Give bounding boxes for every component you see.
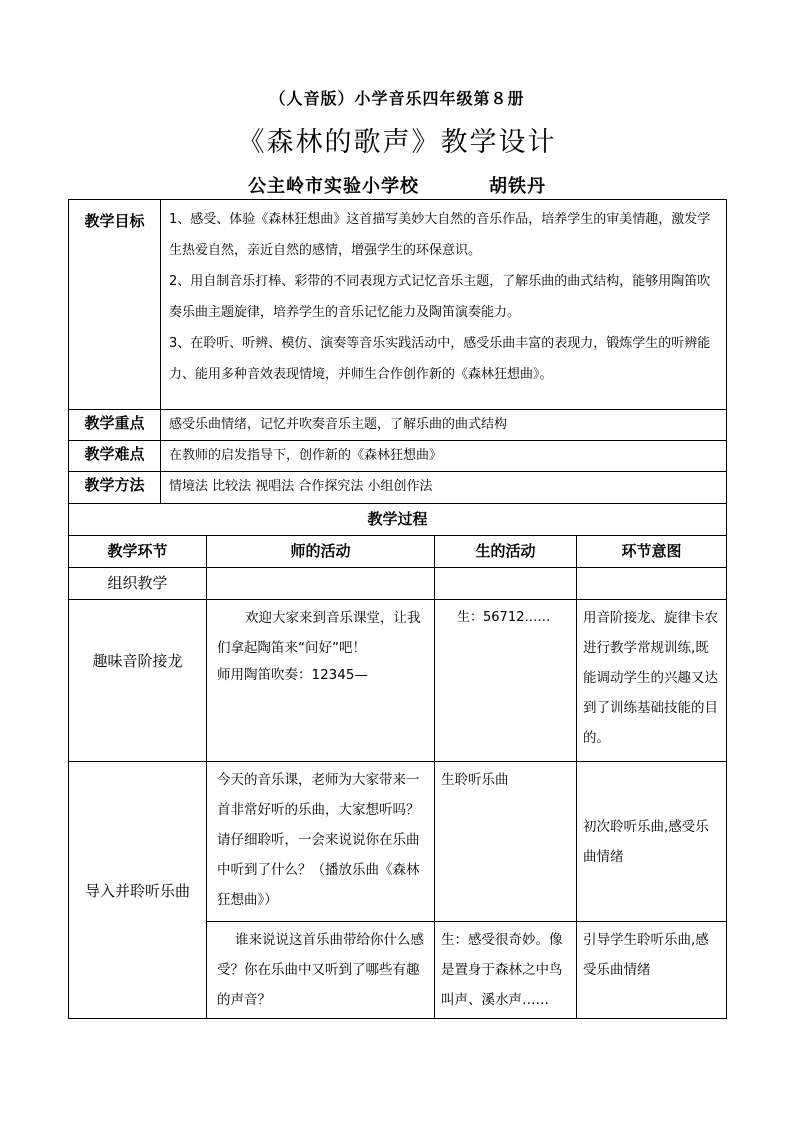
- school-name: 公主岭市实验小学校: [248, 176, 419, 197]
- process-title: 教学过程: [69, 504, 727, 536]
- key-points-label: 教学重点: [69, 410, 161, 441]
- difficulties-row: [69, 441, 727, 472]
- table-row: [69, 568, 727, 600]
- teacher-activity-text: 师用陶笛吹奏：12345—: [217, 667, 368, 683]
- table-row: [69, 600, 727, 762]
- student-activity-cell: 生：感受很奇妙。像是置身于森林之中鸟叫声、溪水声……: [435, 922, 577, 1019]
- methods-text: 情境法 比较法 视唱法 合作探究法 小组创作法: [161, 472, 727, 504]
- intent-cell: 初次聆听乐曲,感受乐曲情绪: [577, 762, 727, 922]
- teacher-name: 胡铁丹: [489, 176, 546, 197]
- teacher-activity-text: 欢迎大家来到音乐课堂，让我们拿起陶笛来“问好”吧！: [217, 610, 421, 656]
- difficulties-label: 教学难点: [69, 441, 161, 472]
- stage-cell: 导入并聆听乐曲: [69, 762, 207, 1019]
- process-header-row: [69, 536, 727, 568]
- intent-cell: 用音阶接龙、旋律卡农进行教学常规训练,既能调动学生的兴趣又达到了训练基础技能的目的。: [577, 600, 727, 762]
- lesson-plan-table: [68, 199, 727, 1019]
- document-title: 《森林的歌声》教学设计: [237, 127, 557, 158]
- teacher-activity-cell: [207, 600, 435, 762]
- stage-cell: 趣味音阶接龙: [69, 600, 207, 762]
- intent-cell: 引导学生聆听乐曲,感受乐曲情绪: [577, 922, 727, 1019]
- key-points-text: 感受乐曲情绪，记忆并吹奏音乐主题，了解乐曲的曲式结构: [161, 410, 727, 441]
- difficulties-text: 在教师的启发指导下，创作新的《森林狂想曲》: [161, 441, 727, 472]
- objective-item: 1、感受、体验《森林狂想曲》这首描写美妙大自然的音乐作品，培养学生的审美情趣，激发学生热爱自然，亲近自然的感情，增强学生的环保意识。: [169, 212, 711, 258]
- key-points-row: [69, 410, 727, 441]
- objective-item: 2、用自制音乐打棒、彩带的不同表现方式记忆音乐主题，了解乐曲的曲式结构，能够用陶笛吹奏乐曲主题旋律，培养学生的音乐记忆能力及陶笛演奏能力。: [169, 274, 711, 320]
- objectives-content: [161, 200, 727, 410]
- objectives-row: [69, 200, 727, 410]
- objective-item: 3、在聆听、听辨、模仿、演奏等音乐实践活动中，感受乐曲丰富的表现力，锻炼学生的听辨能力、能用多种音效表现情境，并师生合作创作新的《森林狂想曲》。: [169, 336, 711, 382]
- column-header-stage: 教学环节: [69, 536, 207, 568]
- objectives-label: 教学目标: [69, 200, 161, 410]
- methods-row: [69, 472, 727, 504]
- teacher-activity-cell: 谁来说说这首乐曲带给你什么感受？你在乐曲中又听到了哪些有趣的声音？: [207, 922, 435, 1019]
- column-header-teacher: 师的活动: [207, 536, 435, 568]
- process-title-row: [69, 504, 727, 536]
- column-header-student: 生的活动: [435, 536, 577, 568]
- student-activity-cell: [435, 568, 577, 600]
- column-header-intent: 环节意图: [577, 536, 727, 568]
- stage-cell: 组织教学: [69, 568, 207, 600]
- teacher-activity-cell: 今天的音乐课，老师为大家带来一首非常好听的乐曲，大家想听吗？请仔细聆听，一会来说说你在乐曲中听到了什么？（播放乐曲《森林狂想曲》）: [207, 762, 435, 922]
- table-row: [69, 762, 727, 922]
- author-line: [0, 172, 794, 198]
- document-subtitle: （人音版）小学音乐四年级第８册: [269, 89, 525, 108]
- student-activity-cell: 生聆听乐曲: [435, 762, 577, 922]
- intent-cell: [577, 568, 727, 600]
- teacher-activity-cell: [207, 568, 435, 600]
- student-activity-cell: 生：56712……: [435, 600, 577, 762]
- methods-label: 教学方法: [69, 472, 161, 504]
